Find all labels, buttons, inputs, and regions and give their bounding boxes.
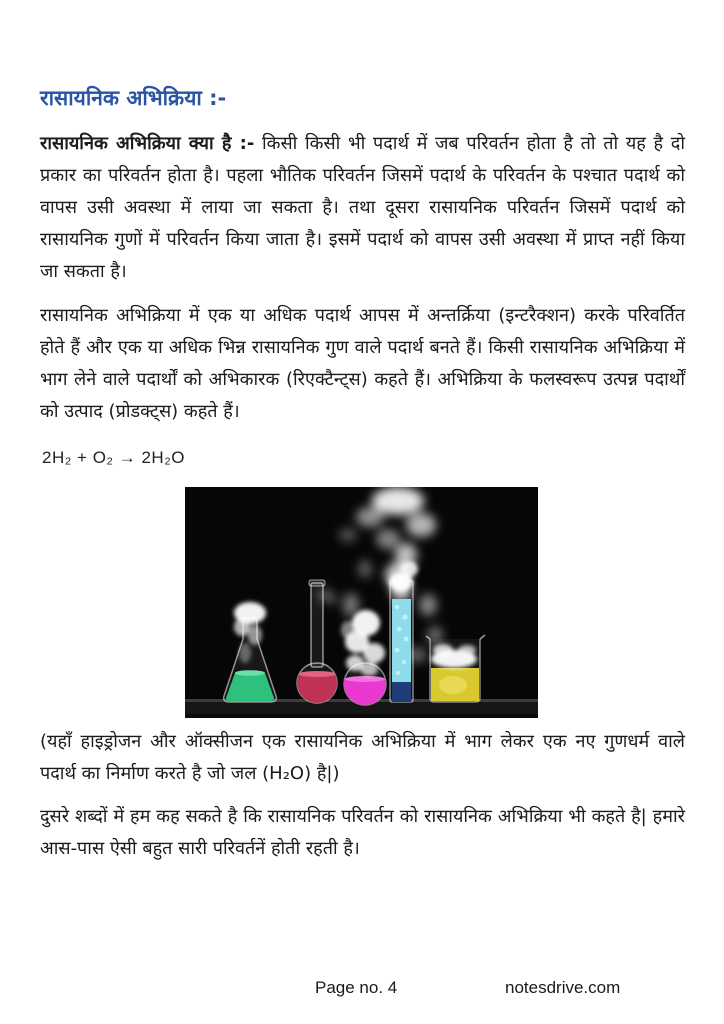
- flasks-illustration: [185, 487, 538, 718]
- intro-paragraph: [40, 128, 685, 288]
- beaker-yellow: [426, 635, 485, 702]
- page-title: रासायनिक अभिक्रिया :-: [40, 86, 227, 110]
- image-caption-paragraph: (यहाँ हाइड्रोजन और ऑक्सीजन एक रासायनिक अभिक्रिया में भाग लेकर एक नए गुणधर्म वाले पदार्थ का निर्माण करते है जो जल (H₂O) है|): [40, 731, 685, 784]
- chemical-equation: 2H₂ + O₂ → 2H₂O: [42, 448, 186, 467]
- reaction-definition-paragraph: रासायनिक अभिक्रिया में एक या अधिक पदार्थ आपस में अन्तर्क्रिया (इन्टरैक्शन) करके परिवर्तित होते हैं और एक या अधिक भिन्न रासायनिक गुण वाले पदार्थ बनते हैं। किसी रासायनिक अभिक्रिया में भाग लेने वाले पदार्थों को अभिकारक (रिएक्टैन्ट्स) कहते हैं। अभिक्रिया के फलस्वरूप उत्पन्न पदार्थों को उत्पाद (प्रोडक्ट्स) कहते हैं।: [40, 305, 685, 422]
- page-number: Page no. 4: [315, 978, 398, 997]
- website-name: notesdrive.com: [505, 978, 621, 997]
- closing-paragraph: दुसरे शब्दों में हम कह सकते है कि रासायनिक परिवर्तन को रासायनिक अभिक्रिया भी कहते है| हमारे आस-पास ऐसी बहुत सारी परिवर्तनें होती रहती है।: [40, 806, 685, 859]
- chemistry-flasks-photo: [185, 487, 538, 718]
- paragraph-body-text: किसी किसी भी पदार्थ में जब परिवर्तन होता है तो तो यह है दो प्रकार का परिवर्तन होता है। पहला भौतिक परिवर्तन जिसमें पदार्थ के परिवर्तन के पश्चात पदार्थ को वापस उसी अवस्था में लाया जा सकता है। तथा दूसरा रासायनिक परिवर्तन जिसमें पदार्थ को रासायनिक गुणों में परिवर्तन किया जाता है। इसमें पदार्थ को वापस उसी अवस्था में प्राप्त नहीं किया जा सकता है।: [40, 133, 685, 282]
- graduated-cylinder-cyan: [389, 561, 418, 702]
- paragraph-lead-bold: रासायनिक अभिक्रिया क्या है :-: [40, 133, 255, 154]
